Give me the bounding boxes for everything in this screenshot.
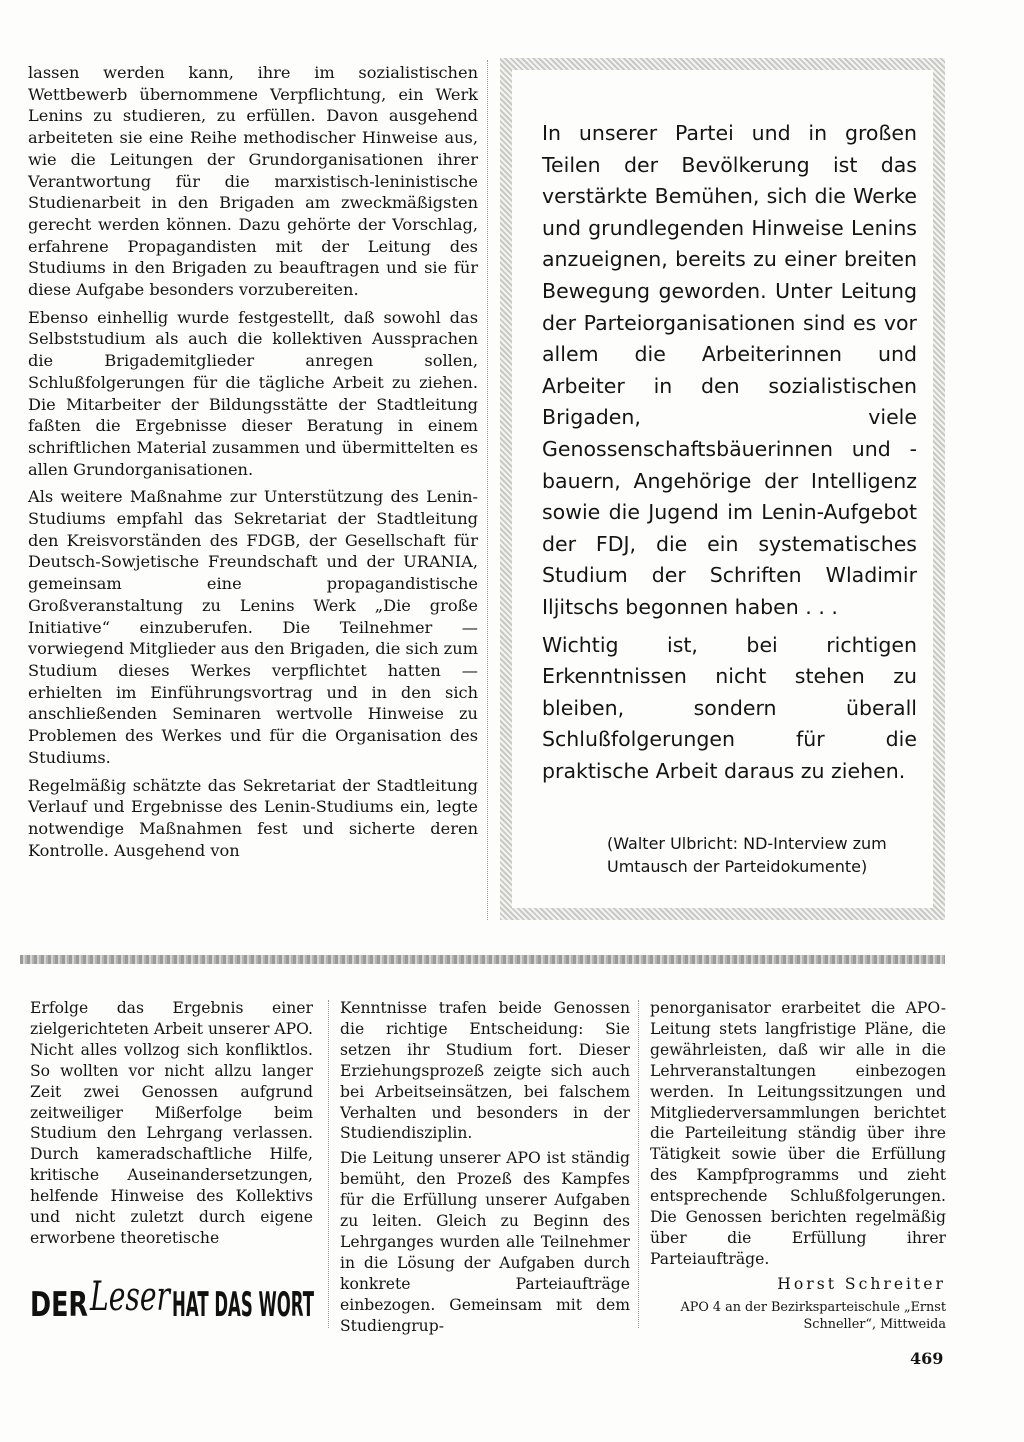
quote-box [500, 58, 945, 920]
column-divider [487, 60, 488, 920]
letter-paragraph: Kenntnisse trafen beide Genossen die richtige Entscheidung: Sie setzen ihr Studium fort. Dieser Erziehungsprozeß zeigte sich auch bei Arbeitseinsätzen, bei falschem Verhalten und besonders in der Studiendisziplin. [340, 999, 630, 1143]
quote-paragraph: In unserer Partei und in großen Teilen der Bevölkerung ist das verstärkte Bemühen, sich die Werke und grundlegenden Hinweise Lenins anzueignen, bereits zu einer breiten Bewegung geworden. Unter Leitung der Parteiorganisationen sind es vor allem die Arbeiterinnen und Arbeiter in den sozialistischen Brigaden, viele Genossenschaftsbäuerinnen und -bauern, Angehörige der Intelligenz sowie die Jugend im Lenin-Aufgebot der FDJ, die ein systematisches Studium der Schriften Wladimir Iljitschs begonnen haben . . . [542, 121, 917, 619]
author-affiliation: APO 4 an der Bezirksparteischule „Ernst Schneller“, Mittweida [680, 1299, 946, 1332]
article-top-left-column [28, 62, 478, 867]
column-divider [638, 1000, 639, 1328]
letter-column-2 [340, 998, 630, 1341]
quote-paragraph: Wichtig ist, bei richtigen Erkenntnissen nicht stehen zu bleiben, sondern überall Schlußfolgerungen für die praktische Arbeit daraus zu ziehen. [542, 632, 917, 783]
letter-author: Horst Schreiter [777, 1274, 946, 1293]
article-paragraph: Ebenso einhellig wurde festgestellt, daß sowohl das Selbststudium als auch die kollektiven Aussprachen die Brigademitglieder anregen sollen, Schlußfolgerungen für die tägliche Arbeit zu ziehen. Die Mitarbeiter der Bildungsstätte der Stadtleitung faßten die Ergebnisse dieser Beratung in einem schriftlichen Material zusammen und übermittelten es allen Grundorganisationen. [28, 307, 478, 479]
logo-text-der: DER [30, 1285, 88, 1325]
quote-source-line: (Walter Ulbricht: ND-Interview zum [607, 834, 887, 853]
section-divider [20, 955, 945, 964]
logo-text-hat-das-wort: HAT DAS WORT [172, 1285, 315, 1325]
column-divider [328, 1000, 329, 1328]
letter-paragraph: Die Leitung unserer APO ist ständig bemüht, den Prozeß des Kampfes für die Erfüllung unserer Aufgaben zu leiten. Gleich zu Beginn des Lehrganges wurden alle Teilnehmer in die Lösung der Aufgaben durch konkrete Parteiaufträge einbezogen. Gemeinsam mit dem Studiengrup- [340, 1149, 630, 1335]
quote-source-line: Umtausch der Parteidokumente) [607, 857, 868, 876]
logo-text-leser: Leser [89, 1274, 173, 1320]
article-paragraph: lassen werden kann, ihre im sozialistischen Wettbewerb übernommene Verpflichtung, ein Werk Lenins zu studieren, zu erfüllen. Davon ausgehend arbeiteten sie eine Reihe methodischer Hinweise aus, wie die Leitungen der Grundorganisationen ihrer Verantwortung für die marxistisch-leninistische Studienarbeit in den Brigaden am zweckmäßigsten gerecht werden können. Dazu gehörte der Vorschlag, erfahrene Propagandisten mit der Leitung des Studiums in den Brigaden zu beauftragen und sie für diese Aufgabe besonders vorzubereiten. [28, 63, 478, 300]
quote-source [607, 832, 927, 878]
article-paragraph: Als weitere Maßnahme zur Unterstützung des Lenin-Studiums empfahl das Sekretariat der Stadtleitung den Kreisvorständen des FDGB, der Gesellschaft für Deutsch-Sowjetische Freundschaft und der URANIA, gemeinsam eine propagandistische Großveranstaltung zu Lenins Werk „Die große Initiative“ einzuberufen. Die Teilnehmer — vorwiegend Mitglieder aus den Brigaden, die sich zum Studium dieses Werkes verpflichtet hatten — erhielten im Einführungsvortrag und in den sich anschließenden Seminaren wertvolle Hinweise zu Problemen des Werkes und für die Organisation des Studiums. [28, 487, 478, 767]
page-number: 469 [910, 1349, 944, 1368]
leser-hat-das-wort-logo [30, 1270, 316, 1326]
letter-paragraph: Erfolge das Ergebnis einer zielgerichteten Arbeit unserer APO. Nicht alles vollzog sich konfliktlos. So wollten vor nicht allzu langer Zeit zwei Genossen aufgrund zeitweiliger Mißerfolge beim Studium den Lehrgang verlassen. Durch kameradschaftliche Hilfe, kritische Auseinandersetzungen, helfende Hinweise des Kollektivs und nicht zuletzt durch eigene erworbene theoretische [30, 999, 313, 1247]
section-logo [30, 1270, 316, 1326]
letter-column-3 [650, 998, 946, 1337]
quote-text [542, 118, 917, 793]
letter-paragraph: penorganisator erarbeitet die APO-Leitung stets langfristige Pläne, die gewährleisten, daß wir alle in die Lehrveranstaltungen einbezogen werden. In Leitungssitzungen und Mitgliederversammlungen berichtet die Parteileitung ständig über ihre Tätigkeit sowie über die Erfüllung des Kampfprogramms und zieht entsprechende Schlußfolgerungen. Die Genossen berichten regelmäßig über die Erfüllung ihrer Parteiaufträge. [650, 999, 946, 1268]
article-paragraph: Regelmäßig schätzte das Sekretariat der Stadtleitung Verlauf und Ergebnisse des Lenin-Studiums ein, legte notwendige Maßnahmen fest und sicherte deren Kontrolle. Ausgehend von [28, 775, 478, 860]
letter-column-1 [30, 998, 313, 1253]
